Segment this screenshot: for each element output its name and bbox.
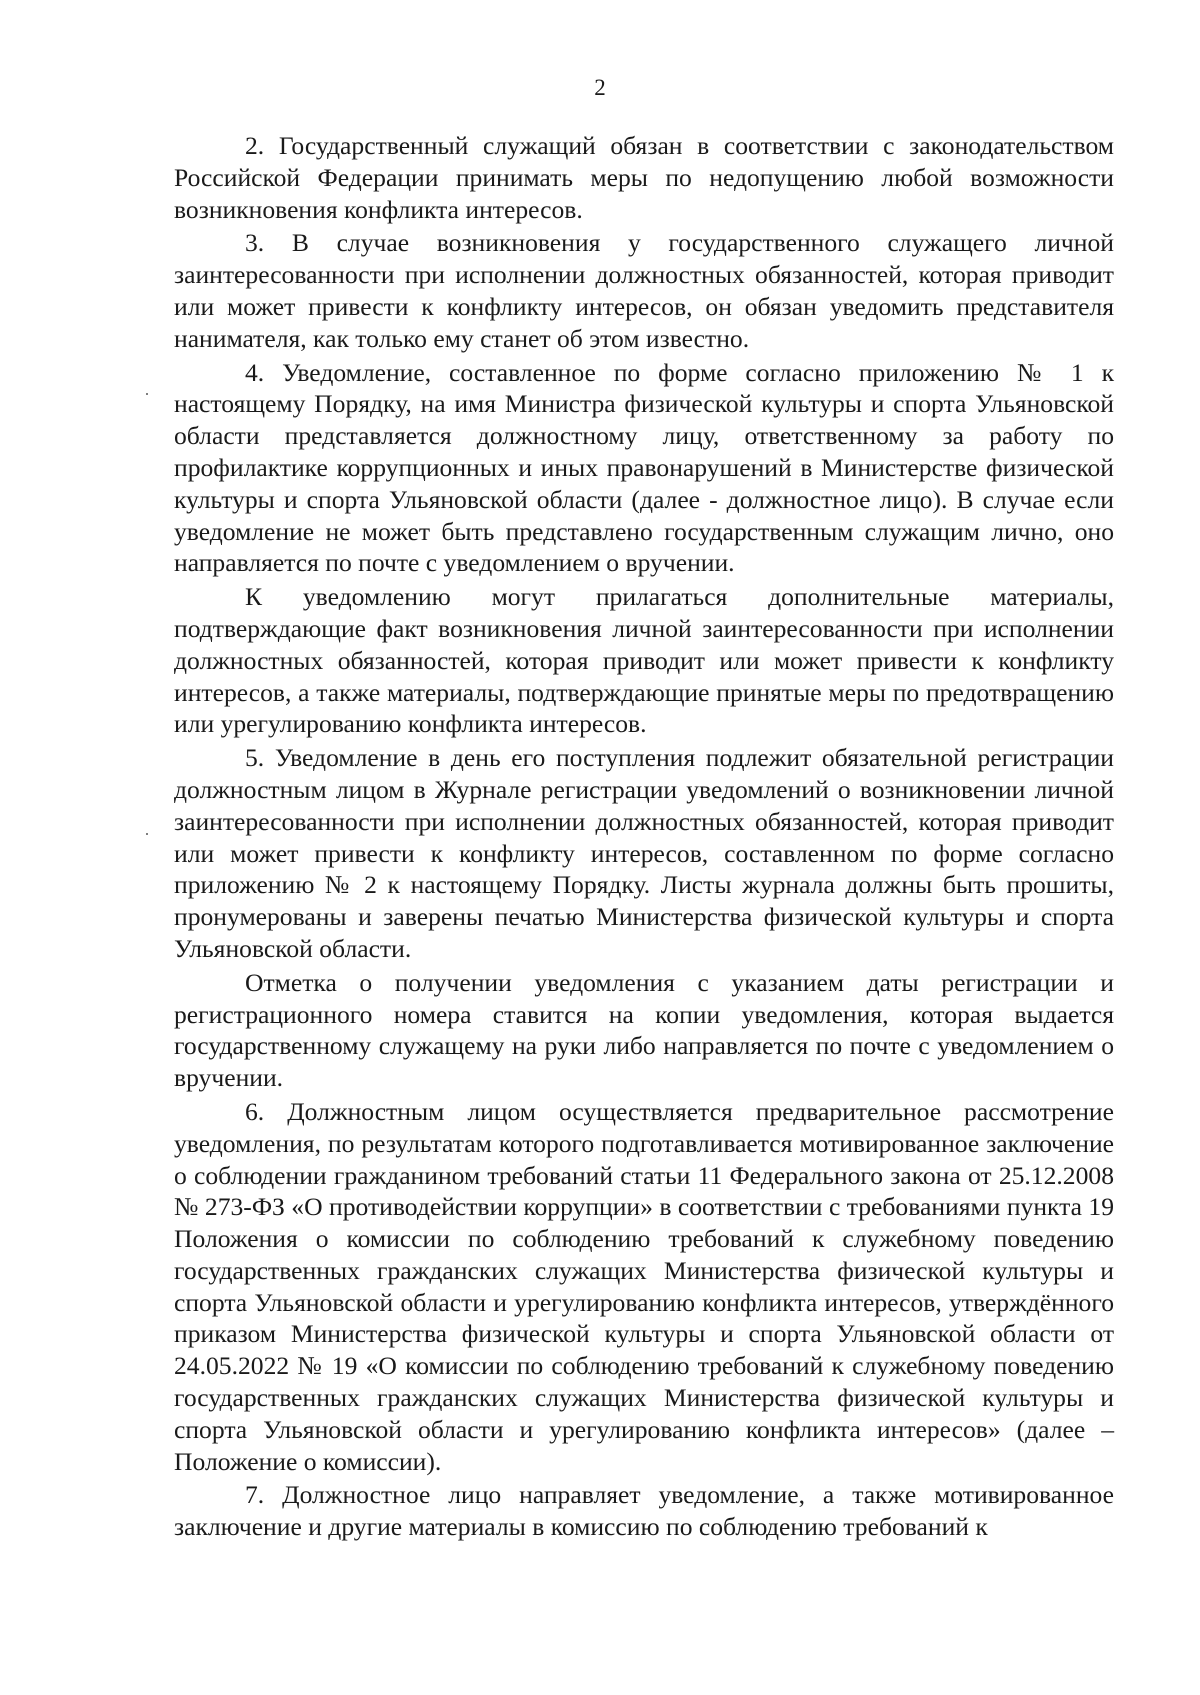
paragraph-2: 2. Государственный служащий обязан в соответствии с законодательством Российской Федерации принимать меры по недопущению любой возможности возникновения конфликта интересов.: [174, 131, 1114, 224]
paragraph-5: 5. Уведомление в день его поступления подлежит обязательной регистрации должностным лицом в Журнале регистрации уведомлений о возникновении личной заинтересованности при исполнении должностных обязанностей, которая приводит или может привести к конфликту интересов, составленном по форме согласно приложению № 2 к настоящему Порядку. Листы журнала должны быть прошиты, пронумерованы и заверены печатью Министерства физической культуры и спорта Ульяновской области.: [174, 743, 1114, 963]
paragraph-5-registration-mark: Отметка о получении уведомления с указанием даты регистрации и регистрационного номера ставится на копии уведомления, которая выдается государственному служащему на руки либо направляется по почте с уведомлением о вручении.: [174, 967, 1114, 1093]
page-number: 2: [594, 75, 606, 100]
paragraph-4-attachments: К уведомлению могут прилагаться дополнительные материалы, подтверждающие факт возникновения личной заинтересованности при исполнении должностных обязанностей, которая приводит или может привести к конфликту интересов, а также материалы, подтверждающие принятые меры по предотвращению или урегулированию конфликта интересов.: [174, 582, 1114, 739]
paragraph-6: 6. Должностным лицом осуществляется предварительное рассмотрение уведомления, по результатам которого подготавливается мотивированное заключение о соблюдении гражданином требований статьи 11 Федерального закона от 25.12.2008 № 273-ФЗ «О противодействии коррупции» в соответствии с требованиями пункта 19 Положения о комиссии по соблюдению требований к служебному поведению государственных гражданских служащих Министерства физической культуры и спорта Ульяновской области и урегулированию конфликта интересов, утверждённого приказом Министерства физической культуры и спорта Ульяновской области от 24.05.2022 № 19 «О комиссии по соблюдению требований к служебному поведению государственных гражданских служащих Министерства физической культуры и спорта Ульяновской области и урегулированию конфликта интересов» (далее – Положение о комиссии).: [174, 1096, 1114, 1476]
scan-speck: [146, 393, 148, 395]
paragraph-7: 7. Должностное лицо направляет уведомление, а также мотивированное заключение и другие материалы в комиссию по соблюдению требований к: [174, 1480, 1114, 1542]
paragraph-4: 4. Уведомление, составленное по форме согласно приложению № 1 к настоящему Порядку, на имя Министра физической культуры и спорта Ульяновской области представляется должностному лицу, ответственному за работу по профилактике коррупционных и иных правонарушений в Министерстве физической культуры и спорта Ульяновской области (далее - должностное лицо). В случае если уведомление не может быть представлено государственным служащим лично, оно направляется по почте с уведомлением о вручении.: [174, 357, 1114, 578]
document-body: [174, 130, 1114, 1543]
paragraph-3: 3. В случае возникновения у государственного служащего личной заинтересованности при исполнении должностных обязанностей, которая приводит или может привести к конфликту интересов, он обязан уведомить представителя нанимателя, как только ему станет об этом известно.: [174, 228, 1114, 353]
scan-speck: [146, 833, 148, 835]
